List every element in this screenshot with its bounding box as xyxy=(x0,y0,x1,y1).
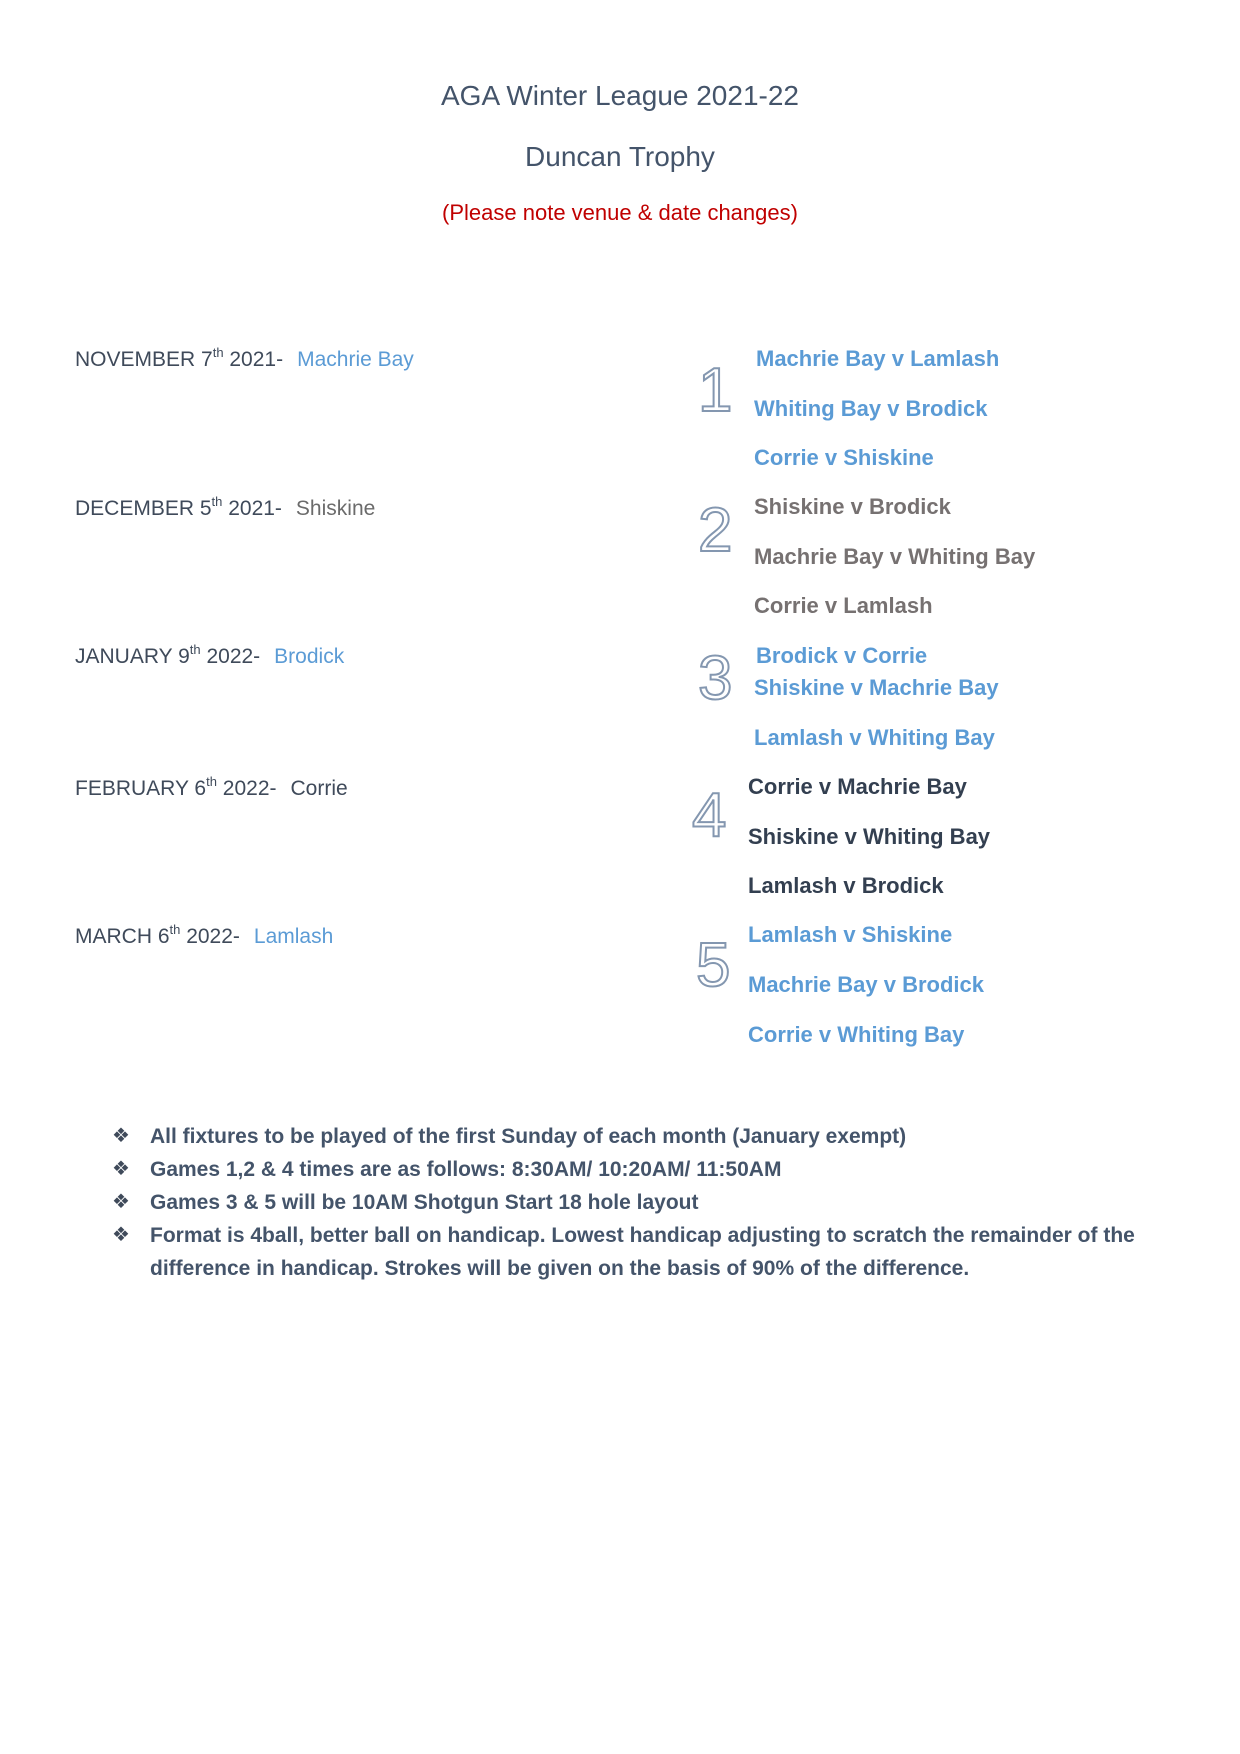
fixture-month: JANUARY 9 xyxy=(75,645,190,668)
page-subtitle: Duncan Trophy xyxy=(525,141,715,172)
match-fixture: Brodick v Corrie xyxy=(756,643,928,668)
round-number: 4 xyxy=(692,781,727,850)
round-number: 2 xyxy=(698,496,733,565)
fixture-venue: Machrie Bay xyxy=(297,348,414,371)
match-fixture: Shiskine v Machrie Bay xyxy=(754,675,999,700)
ordinal-suffix: th xyxy=(211,494,223,509)
fixture-month: DECEMBER 5 xyxy=(75,497,212,520)
fixture-date-row xyxy=(75,774,348,801)
rule-text: Games 3 & 5 will be 10AM Shotgun Start 18 hole layout xyxy=(150,1191,699,1214)
rule-text: Games 1,2 & 4 times are as follows: 8:30AM/ 10:20AM/ 11:50AM xyxy=(150,1158,782,1181)
match-fixture: Shiskine v Brodick xyxy=(754,494,951,519)
ordinal-suffix: th xyxy=(212,345,224,360)
rule-item xyxy=(112,1120,1152,1153)
fixture-date-row xyxy=(75,345,414,372)
rule-item xyxy=(112,1219,1152,1285)
rule-item xyxy=(112,1186,1152,1219)
fixture-year: 2022- xyxy=(216,777,277,800)
match-fixture: Corrie v Whiting Bay xyxy=(748,1022,965,1047)
match-fixture: Corrie v Machrie Bay xyxy=(748,774,967,799)
fixture-date-row xyxy=(75,494,376,521)
round-number: 5 xyxy=(696,931,731,1000)
rule-item xyxy=(112,1153,1152,1186)
match-fixture: Shiskine v Whiting Bay xyxy=(748,824,991,849)
venue-change-note: (Please note venue & date changes) xyxy=(442,200,798,225)
match-fixture: Lamlash v Brodick xyxy=(748,873,944,898)
ordinal-suffix: th xyxy=(189,642,201,657)
fixture-year: 2021- xyxy=(222,497,282,520)
round-number: 3 xyxy=(698,644,733,713)
match-fixture: Lamlash v Whiting Bay xyxy=(754,725,995,750)
fixture-year: 2022- xyxy=(180,925,240,948)
rule-text: All fixtures to be played of the first Sunday of each month (January exempt) xyxy=(150,1125,907,1148)
fixture-venue: Corrie xyxy=(290,777,348,800)
rules-list xyxy=(112,1120,1152,1285)
match-fixture: Machrie Bay v Brodick xyxy=(748,972,984,997)
fixture-month: MARCH 6 xyxy=(75,925,170,948)
ordinal-suffix: th xyxy=(169,922,181,937)
diamond-bullet-icon: ❖ xyxy=(112,1191,130,1213)
fixture-venue: Brodick xyxy=(274,645,345,668)
fixture-month: NOVEMBER 7 xyxy=(75,348,213,371)
fixture-month: FEBRUARY 6 xyxy=(75,777,207,800)
diamond-bullet-icon: ❖ xyxy=(112,1224,130,1246)
match-fixture: Machrie Bay v Whiting Bay xyxy=(754,544,1036,569)
ordinal-suffix: th xyxy=(206,774,217,789)
diamond-bullet-icon: ❖ xyxy=(112,1158,130,1180)
match-fixture: Corrie v Shiskine xyxy=(754,445,934,470)
page-title: AGA Winter League 2021-22 xyxy=(440,80,799,111)
match-fixture: Lamlash v Shiskine xyxy=(748,922,953,947)
match-fixture: Corrie v Lamlash xyxy=(754,593,933,618)
match-fixture: Machrie Bay v Lamlash xyxy=(756,346,1000,371)
fixture-date-row xyxy=(75,922,334,949)
round-number: 1 xyxy=(698,356,733,425)
fixture-year: 2022- xyxy=(200,645,261,668)
match-fixture: Whiting Bay v Brodick xyxy=(754,396,988,421)
diamond-bullet-icon: ❖ xyxy=(112,1125,130,1147)
fixture-date-row xyxy=(75,642,345,669)
rule-text: Format is 4ball, better ball on handicap. Lowest handicap adjusting to scratch the remainder of the difference in handicap. Strokes will be given on the basis of 90% of the difference. xyxy=(150,1224,1135,1280)
fixture-year: 2021- xyxy=(223,348,284,371)
fixture-venue: Shiskine xyxy=(295,497,376,520)
fixture-venue: Lamlash xyxy=(253,925,334,948)
